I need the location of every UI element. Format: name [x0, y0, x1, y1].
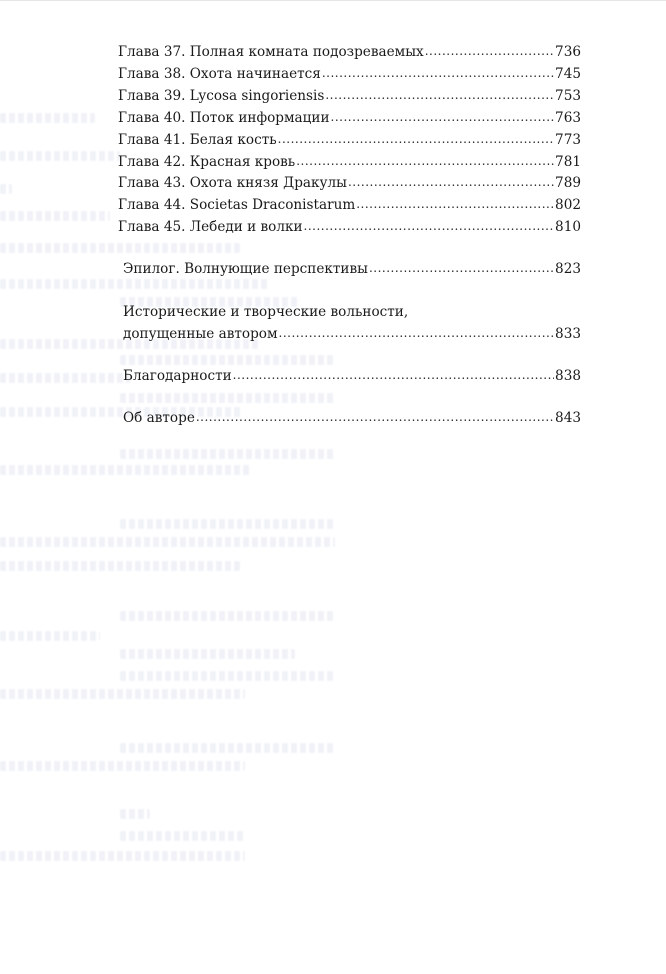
- toc-entry-title: Глава 40. Поток информации: [118, 109, 330, 126]
- dot-leader: [322, 63, 554, 85]
- toc-entry-title: Глава 44. Societas Draconistarum: [118, 197, 356, 214]
- toc-entry-liberties[interactable]: [118, 302, 581, 346]
- section-spacer: [118, 281, 581, 302]
- toc-entry-title: Эпилог. Волнующие перспективы: [123, 261, 368, 278]
- toc-entry-page: 843: [555, 409, 581, 426]
- toc-entry-page: 810: [555, 219, 581, 236]
- toc-entry-title: Глава 41. Белая кость: [118, 131, 277, 148]
- dot-leader: [325, 85, 554, 107]
- dot-leader: [296, 151, 554, 173]
- toc-entry-chapter-44[interactable]: [118, 195, 581, 217]
- dot-leader: [278, 129, 554, 151]
- toc-entry-title-line-1: Исторические и творческие вольности,: [123, 304, 409, 321]
- toc-entry-about-author[interactable]: [118, 408, 581, 430]
- toc-entry-page: 823: [555, 261, 581, 278]
- dot-leader: [356, 194, 554, 216]
- toc-entry-page: 781: [555, 153, 581, 170]
- dot-leader: [369, 258, 554, 280]
- toc-entry-page: 753: [555, 87, 581, 104]
- toc-entry-page: 838: [555, 367, 581, 384]
- toc-entry-chapter-37[interactable]: [118, 42, 581, 64]
- section-spacer: [118, 346, 581, 366]
- section-spacer: [118, 239, 581, 259]
- toc-entry-page: 833: [555, 325, 581, 342]
- toc-entry-page: 802: [555, 197, 581, 214]
- toc-entry-title-line-2: допущенные автором: [123, 325, 278, 342]
- toc-entry-chapter-40[interactable]: [118, 108, 581, 130]
- toc-entry-chapter-41[interactable]: [118, 130, 581, 152]
- toc-entry-title: Глава 38. Охота начинается: [118, 65, 321, 82]
- toc-entry-title: Глава 37. Полная комната подозреваемых: [118, 44, 424, 60]
- toc-entry-page: 763: [555, 109, 581, 126]
- toc-entry-page: 736: [555, 44, 581, 60]
- toc-entry-chapter-38[interactable]: [118, 64, 581, 86]
- toc-entry-title: Глава 39. Lycosa singoriensis: [118, 87, 325, 104]
- table-of-contents: [118, 42, 581, 430]
- dot-leader: [348, 172, 554, 194]
- toc-entry-page: 789: [555, 175, 581, 192]
- toc-entry-page: 773: [555, 131, 581, 148]
- toc-entry-chapter-43[interactable]: [118, 173, 581, 195]
- toc-entry-acknowledgements[interactable]: [118, 366, 581, 388]
- toc-entry-epilogue[interactable]: [118, 259, 581, 281]
- dot-leader: [304, 216, 555, 238]
- dot-leader: [196, 407, 554, 429]
- toc-entry-chapter-42[interactable]: [118, 152, 581, 174]
- toc-entry-page: 745: [555, 65, 581, 82]
- toc-entry-title: Глава 43. Охота князя Дракулы: [118, 175, 347, 192]
- dot-leader: [331, 107, 555, 129]
- toc-entry-title: Об авторе: [123, 409, 195, 426]
- dot-leader: [279, 323, 555, 345]
- dot-leader: [425, 41, 554, 63]
- toc-entry-title: Глава 42. Красная кровь: [118, 153, 296, 170]
- toc-entry-title: Глава 45. Лебеди и волки: [118, 219, 303, 236]
- toc-entry-title: Благодарности: [123, 367, 232, 384]
- section-spacer: [118, 388, 581, 408]
- dot-leader: [233, 365, 554, 387]
- toc-entry-chapter-39[interactable]: [118, 86, 581, 108]
- toc-entry-chapter-45[interactable]: [118, 217, 581, 239]
